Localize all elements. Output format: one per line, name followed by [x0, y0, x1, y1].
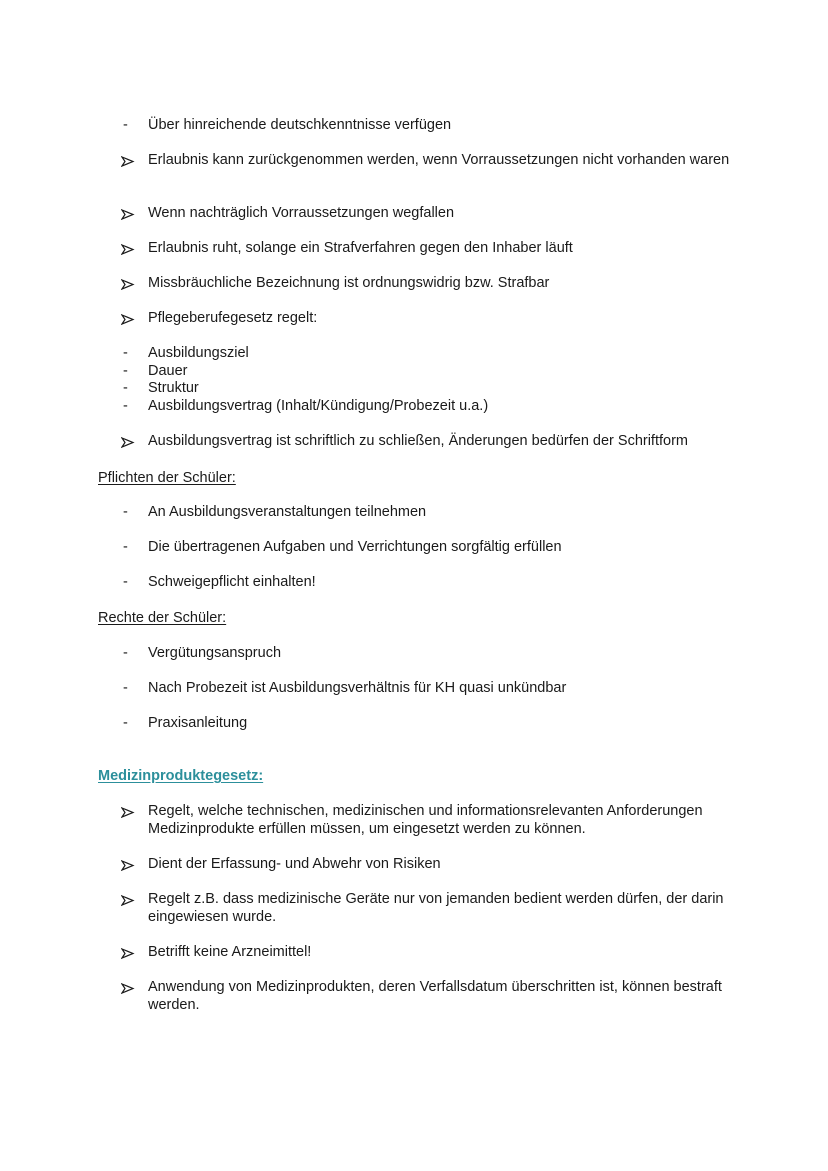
dash-bullet: -: [123, 539, 128, 555]
arrow-bullet-icon: [121, 209, 135, 220]
dash-bullet: -: [123, 117, 128, 133]
arrow-bullet-icon: [121, 983, 135, 994]
dash-bullet: -: [123, 363, 128, 379]
arrow-bullet-icon: [121, 244, 135, 255]
dash-bullet: -: [123, 680, 128, 696]
list-item-text: Erlaubnis ruht, solange ein Strafverfahren gegen den Inhaber läuft: [148, 240, 573, 256]
list-item-text: Dauer: [148, 363, 188, 379]
arrow-bullet-icon: [121, 807, 135, 818]
section-heading-medizinproduktegesetz: Medizinproduktegesetz:: [98, 768, 264, 784]
arrow-bullet-icon: [121, 437, 135, 448]
dash-bullet: -: [123, 645, 128, 661]
list-item-text: Wenn nachträglich Vorraussetzungen wegfallen: [148, 205, 455, 221]
arrow-bullet-icon: [121, 279, 135, 290]
arrow-bullet-icon: [121, 156, 135, 167]
dash-bullet: -: [123, 504, 128, 520]
dash-bullet: -: [123, 574, 128, 590]
list-item-text: Pflegeberufegesetz regelt:: [148, 310, 318, 326]
list-item-text: Dient der Erfassung- und Abwehr von Risiken: [148, 856, 441, 872]
dash-bullet: -: [123, 398, 128, 414]
list-item-text: Anwendung von Medizinprodukten, deren Verfallsdatum überschritten ist, können bestraft werden.: [148, 979, 722, 1013]
dash-bullet: -: [123, 345, 128, 361]
arrow-bullet-icon: [121, 314, 135, 325]
list-item-text: Ausbildungsvertrag ist schriftlich zu schließen, Änderungen bedürfen der Schriftform: [148, 433, 688, 449]
list-item-text: Regelt, welche technischen, medizinischen und informationsrelevanten Anforderungen Medizinprodukte erfüllen müssen, um eingesetzt werden zu können.: [148, 803, 703, 837]
list-item-text: Erlaubnis kann zurückgenommen werden, wenn Vorraussetzungen nicht vorhanden waren: [148, 152, 730, 168]
dash-bullet: -: [123, 380, 128, 396]
arrow-bullet-icon: [121, 895, 135, 906]
section-heading-rechte: Rechte der Schüler:: [98, 610, 227, 626]
list-item-text: Nach Probezeit ist Ausbildungsverhältnis für KH quasi unkündbar: [148, 680, 567, 696]
list-item-text: Ausbildungsvertrag (Inhalt/Kündigung/Probezeit u.a.): [148, 398, 489, 414]
section-heading-pflichten: Pflichten der Schüler:: [98, 470, 236, 486]
list-item-text: Praxisanleitung: [148, 715, 248, 731]
list-item-text: Die übertragenen Aufgaben und Verrichtungen sorgfältig erfüllen: [148, 539, 562, 555]
list-item-text: Ausbildungsziel: [148, 345, 249, 361]
arrow-bullet-icon: [121, 948, 135, 959]
list-item-text: Vergütungsanspruch: [148, 645, 282, 661]
list-item-text: Missbräuchliche Bezeichnung ist ordnungswidrig bzw. Strafbar: [148, 275, 550, 291]
list-item-text: Schweigepflicht einhalten!: [148, 574, 316, 590]
list-item-text: An Ausbildungsveranstaltungen teilnehmen: [148, 504, 427, 520]
list-item-text: Struktur: [148, 380, 199, 396]
list-item-text: Über hinreichende deutschkenntnisse verfügen: [148, 117, 452, 133]
list-item-text: Regelt z.B. dass medizinische Geräte nur von jemanden bedient werden dürfen, der darin eingewiesen wurde.: [148, 891, 724, 925]
dash-bullet: -: [123, 715, 128, 731]
list-item-text: Betrifft keine Arzneimittel!: [148, 944, 312, 960]
arrow-bullet-icon: [121, 860, 135, 871]
